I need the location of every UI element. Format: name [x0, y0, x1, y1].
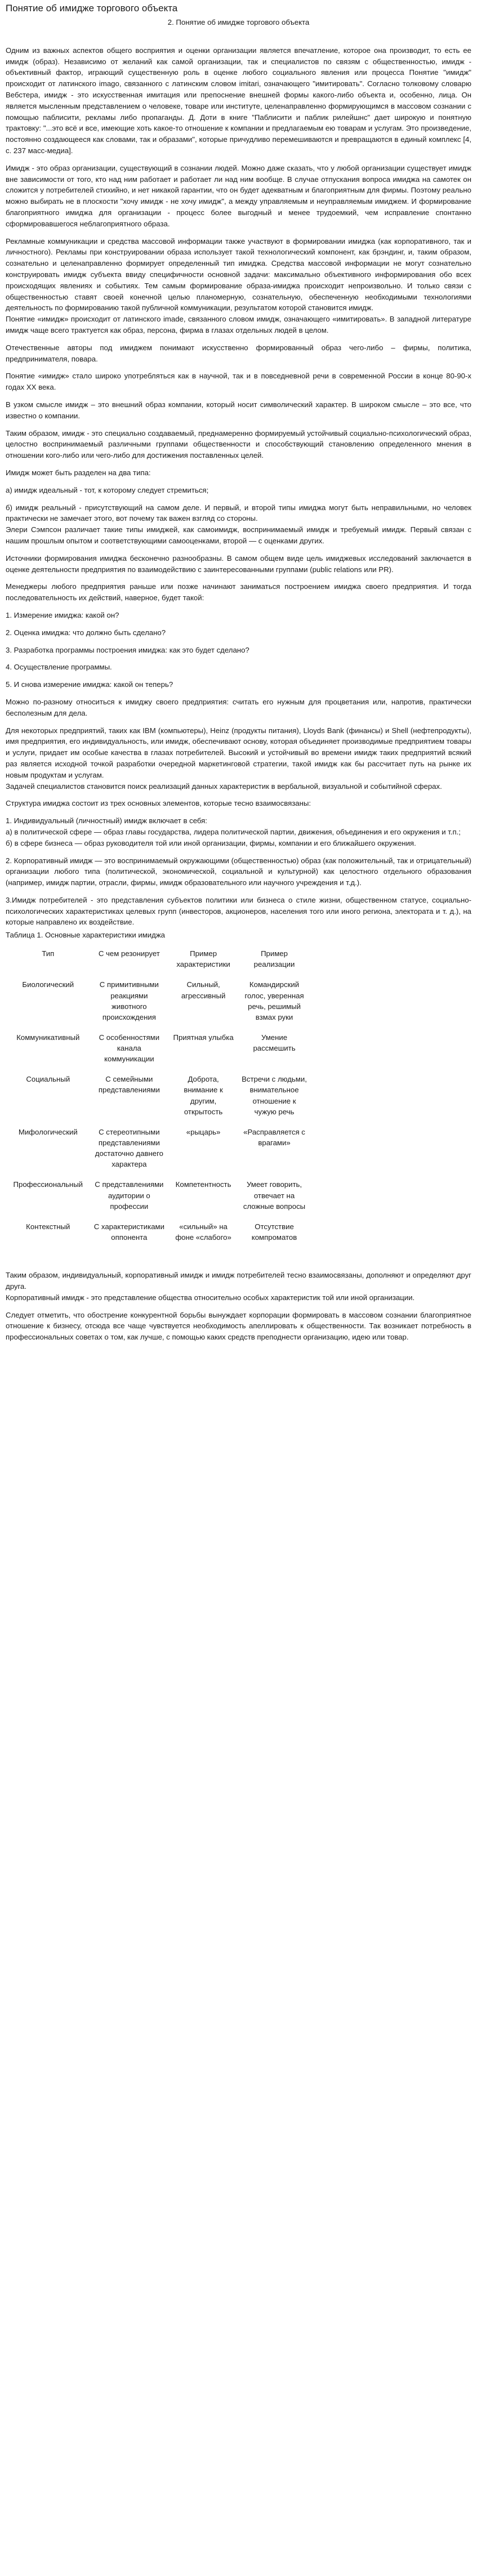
table-cell: С семейными представлениями: [98, 1075, 160, 1095]
step-item: 4. Осуществление программы.: [6, 663, 112, 672]
type-item: б) имидж реальный - присутствующий на самом деле. И первый, и второй типы имиджа могут быть неправильными, но человек практически не замечает этого, вот почему так важен взгляд со стороны.: [6, 503, 471, 523]
paragraph: Отечественные авторы под имиджем понимают искусственно формированный образ чего-либо – фирмы, политика, предпринимателя, повара.: [6, 343, 471, 363]
table-cell: С примитивными реакциями животного происхождения: [99, 980, 159, 1021]
structure-intro: Структура имиджа состоит из трех основных элементов, которые тесно взаимосвязаны:: [6, 799, 311, 808]
table-caption: Таблица 1. Основные характеристики имиджа: [6, 931, 166, 940]
table-cell: С стереотипными представлениями достаточно давнего характера: [95, 1127, 163, 1169]
table-cell: Компетентность: [175, 1180, 231, 1189]
structure-item: 1. Индивидуальный (личностный) имидж включает в себя:: [6, 816, 207, 825]
table-cell: Профессиональный: [13, 1180, 83, 1189]
table-header: Тип: [42, 949, 55, 958]
paragraph: Рекламные коммуникации и средства массовой информации также участвуют в формировании имиджа (как корпоративного, так и личностного). Рекламы при конструировании образа использует такой технологический компонент, как брэндинг, и, таким образом, сознательно и целенаправленно формирует определенный тип имиджа. Средства массовой информации не могут сознательно конструировать имидж субъекта ввиду специфичности основной задачи: максимально объективного информирования обо всех происходящих явлениях и событиях. Тем самым формирование образа-имиджа происходит непроизвольно. И только связи с общественностью ставят своей конечной целью планомерную, сознательную, обеспеченную необходимыми технологиями деятельность по формированию такой публичной коммуникации, результатом которой становится имидж.: [6, 236, 471, 312]
type-item: а) имидж идеальный - тот, к которому следует стремиться;: [6, 485, 209, 494]
types-intro: Имидж может быть разделен на два типа:: [6, 468, 151, 477]
paragraph: Задачей специалистов становится поиск реализаций данных характеристик в вербальной, визуальной и событийной сферах.: [6, 782, 442, 791]
step-item: 5. И снова измерение имиджа: какой он теперь?: [6, 680, 173, 689]
table-cell: Коммуникативный: [16, 1033, 80, 1042]
step-item: 3. Разработка программы построения имиджа: как это будет сделано?: [6, 645, 249, 654]
table-cell: Сильный, агрессивный: [181, 980, 226, 1000]
table-row: [6, 1072, 310, 1125]
table-cell: Умеет говорить, отвечает на сложные вопросы: [243, 1180, 306, 1211]
table-cell: Мифологический: [18, 1127, 78, 1136]
image-characteristics-table: [6, 947, 310, 1251]
table-header-row: [6, 947, 310, 977]
table-cell: Командирский голос, уверенная речь, решимый взмах руки: [244, 980, 304, 1021]
table-cell: Социальный: [26, 1075, 70, 1084]
table-row: [6, 1030, 310, 1072]
paragraph: Менеджеры любого предприятия раньше или позже начинают заниматься построением имиджа своего предприятия. И тогда последовательность их действий, наверное, будет такой:: [6, 582, 471, 602]
table-row: [6, 1125, 310, 1178]
paragraph: Таким образом, имидж - это специально создаваемый, преднамеренно формируемый устойчивый социально-психологический образ, целостно воспринимаемый различными группами общественности и способствующий становлению определенного мнения в отношении кого-либо или чего-либо для достижения поставленных целей.: [6, 428, 471, 460]
paragraph: Имидж - это образ организации, существующий в сознании людей. Можно даже сказать, что у любой организации существует имидж вне зависимости от того, кто над ним работает и работает ли над ним вообще. В случае отпускания вопроса имиджа на самотек он сложится у потребителей стихийно, и нет никакой гарантии, что он будет адекватным и благоприятным для фирмы. Поэтому реально можно выбирать не в плоскости "хочу имидж - не хочу имидж", а между управляемым и неуправляемым имиджем. И формирование благоприятного имиджа для организации - процесс более выгодный и менее трудоемкий, чем исправление спонтанно сформировавшегося неблагоприятного образа.: [6, 163, 471, 228]
step-item: 1. Измерение имиджа: какой он?: [6, 610, 119, 619]
table-cell: Биологический: [22, 980, 74, 989]
section-subtitle: 2. Понятие об имидже торгового объекта: [167, 18, 310, 27]
paragraph: Источники формирования имиджа бесконечно разнообразны. В самом общем виде цель имиджевых исследований заключается в оценке деятельности предприятия по взаимодействию с заинтересованными группами (public relations или PR).: [6, 553, 471, 574]
table-row: [6, 1220, 310, 1251]
type-item: Элери Сэмпсон различает такие типы имиджей, как самоимидж, воспринимаемый имидж и требуемый имидж. Первый связан с нашим прошлым опытом и соответствующими самооценками, второй — с оценками других.: [6, 525, 471, 545]
paragraph: Понятие «имидж» стало широко употребляться как в научной, так и в повседневной речи в современной России в конце 80-90-х годах ХХ века.: [6, 372, 471, 392]
paragraph: Следует отметить, что обострение конкурентной борьбы вынуждает корпорации формировать в массовом сознании благоприятное отношение к бизнесу, отсюда все чаще чувствуется необходимость апеллировать к общественности. Так возникает потребность в профессиональных советах о том, как лучше, с помощью каких средств преподнести организацию, идею или товар.: [6, 1310, 471, 1342]
table-cell: С особенностями канала коммуникации: [99, 1033, 160, 1064]
table-cell: С представлениями аудитории о профессии: [95, 1180, 164, 1211]
table-header: Пример реализации: [253, 949, 295, 969]
table-header: Пример характеристики: [176, 949, 230, 969]
paragraph: Таким образом, индивидуальный, корпоративный имидж и имидж потребителей тесно взаимосвязаны, дополняют и определяют друг друга.: [6, 1271, 471, 1291]
table-cell: Встречи с людьми, внимательное отношение к чужую речь: [242, 1075, 307, 1116]
paragraph: В узком смысле имидж – это внешний образ компании, который носит символический характер. В широком смысле – это все, что известно о компании.: [6, 400, 471, 420]
table-cell: Приятная улыбка: [173, 1033, 234, 1042]
table-cell: Отсутствие компроматов: [251, 1222, 297, 1242]
step-item: 2. Оценка имиджа: что должно быть сделано?: [6, 628, 166, 637]
structure-item: 3.Имидж потребителей - это представления субъектов политики или бизнеса о стиле жизни, общественном статусе, социально-психологических характеристиках целевых групп (инвесторов, акционеров, населения того или иного региона, электората и т. д.), на которые направлено их воздействие.: [6, 895, 471, 927]
paragraph: Одним из важных аспектов общего восприятия и оценки организации является впечатление, которое она производит, то есть ее имидж (образ). Независимо от желаний как самой организации, так и специалистов по связям с общественностью, имидж - объективный фактор, играющий существенную роль в оценке любого социального явления или процесса Понятие "имидж" происходит от латинского imago, связанного с латинским словом imitari, означающего "имитировать". Согласно толковому словарю Вебстера, имидж - это искусственная имитация или препоснение внешней формы какого-либо объекта и, особенно, лица. Он является мысленным представлением о человеке, товаре или институте, целенаправленно формирующимся в массовом сознании с помощью паблисити, рекламы либо пропаганды. Д. Доти в книге "Паблисити и паблик рилейшнс" дает широкую и понятную трактовку: "...это всё и все, имеющие хоть какое-то отношение к компании и предлагаемым ею товарам и услугам. Это произведение, постоянно создающееся как словами, так и образами", которые причудливо перемешиваются и превращаются в единый комплекс [4, с. 237 масс-медиа].: [6, 46, 471, 155]
paragraph: Можно по-разному относиться к имиджу своего предприятия: считать его нужным для процветания или, напротив, практически бесполезным для дела.: [6, 697, 471, 717]
table-header: С чем резонирует: [98, 949, 160, 958]
page-title: Понятие об имидже торгового объекта: [6, 3, 178, 14]
table-cell: «рыцарь»: [186, 1127, 221, 1136]
table-row: [6, 977, 310, 1030]
paragraph: Понятие «имидж» происходит от латинского imade, связанного словом имидж, означающего «имитировать». В западной литературе имидж чаще всего трактуется как образ, персона, фирма в глазах отдельных людей в целом.: [6, 315, 471, 335]
structure-item: а) в политической сфере — образ главы государства, лидера политической партии, движения, объединения и его окружения и т.п.;: [6, 827, 461, 836]
table-cell: Доброта, внимание к другим, открытость: [184, 1075, 223, 1116]
table-cell: С характеристиками оппонента: [93, 1222, 164, 1242]
table-cell: «Расправляется с врагами»: [243, 1127, 305, 1148]
table-cell: Контекстный: [26, 1222, 70, 1231]
paragraph: Корпоративный имидж - это представление общества относительно особых характеристик той или иной организации.: [6, 1293, 415, 1302]
table-cell: Умение рассмешить: [253, 1033, 296, 1053]
paragraph: Для некоторых предприятий, таких как IBM (компьютеры), Heinz (продукты питания), Lloyds Bank (финансы) и Shell (нефтепродукты), имя предприятия, его индивидуальность, или имидж, обеспечивают основу, которая объединяет производимые предприятием товары и услуги, придает им особые качества в глазах потребителей. Высокий и устойчивый во времени имидж таких предприятий всякий раз является исходной точкой разработки очередной маркетинговой стратегии, такой имидж как бы рассчитает путь на рынке их новым продуктам и услугам.: [6, 726, 471, 779]
table-cell: «сильный» на фоне «слабого»: [175, 1222, 231, 1242]
structure-item: 2. Корпоративный имидж — это воспринимаемый окружающими (общественностью) образ (как положительный, так и отрицательный) организации любого типа (политической, экономической, социальной и культурной) как целостного отдельного образования (например, имидж партии, отрасли, фирмы, имидж образовательного или научного учреждения и т.д.).: [6, 856, 471, 887]
table-row: [6, 1177, 310, 1219]
structure-item: б) в сфере бизнеса — образ руководителя той или иной организации, фирмы, компании и его ближайшего окружения.: [6, 838, 416, 847]
